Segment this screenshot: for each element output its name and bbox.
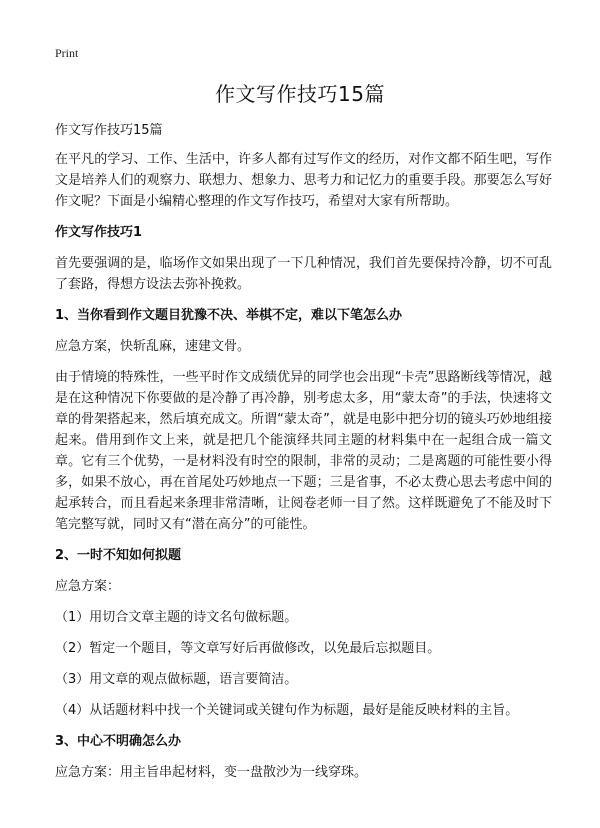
list-item: （4）从话题材料中找一个关键词或关键句作为标题，最好是能反映材料的主旨。 <box>55 703 519 718</box>
plan-text: 应急方案，快斩乱麻，速建文骨。 <box>55 339 251 354</box>
section-paragraph: 首先要强调的是，临场作文如果出现了一下几种情况，我们首先要保持冷静，切不可乱了套路，得想方设法去弥补挽救。 <box>55 256 552 292</box>
document-body <box>55 120 552 793</box>
list-item: （2）暂定一个题目，等文章写好后再做修改，以免最后忘拟题目。 <box>55 641 441 656</box>
plan-text: 应急方案：用主旨串起材料，变一盘散沙为一线穿珠。 <box>55 765 368 780</box>
body-paragraph: 由于情境的特殊性，一些平时作文成绩优异的同学也会出现“卡壳”思路断线等情况，越是在这种情况下你要做的是冷静了再冷静，别考虑太多，用“蒙太奇”的手法，快速将文章的骨架搭起来，然后填充成文。所谓“蒙太奇”，就是电影中把分切的镜头巧妙地组接起来。借用到作文上来，就是把几个能演绎共同主题的材料集中在一起组合成一篇文章。它有三个优势，一是材料没有时空的限制，非常的灵动；二是离题的可能性要小得多，如果不放心，再在首尾处巧妙地点一下题；三是省事，不必太费心思去考虑中间的起承转合，而且看起来条理非常清晰，让阅卷老师一目了然。这样既避免了不能及时下笔完整写就，同时又有“潜在高分”的可能性。 <box>55 370 552 532</box>
document-subtitle: 作文写作技巧15篇 <box>55 123 163 138</box>
page-title: 作文写作技巧15篇 <box>215 82 385 106</box>
print-label: Print <box>55 46 79 60</box>
item-heading: 1、当你看到作文题目犹豫不决、举棋不定，难以下笔怎么办 <box>55 308 403 323</box>
intro-paragraph: 在平凡的学习、工作、生活中，许多人都有过写作文的经历，对作文都不陌生吧，写作文是培养人们的观察力、联想力、想象力、思考力和记忆力的重要手段。那要怎么写好作文呢？下面是小编精心整理的作文写作技巧，希望对大家有所帮助。 <box>55 152 552 209</box>
section-heading: 作文写作技巧1 <box>55 225 143 240</box>
list-item: （3）用文章的观点做标题，语言要简洁。 <box>55 672 298 687</box>
plan-text: 应急方案： <box>55 579 121 594</box>
list-item: （1）用切合文章主题的诗文名句做标题。 <box>55 610 298 625</box>
item-heading: 2、一时不知如何拟题 <box>55 548 182 563</box>
item-heading: 3、中心不明确怎么办 <box>55 734 182 749</box>
